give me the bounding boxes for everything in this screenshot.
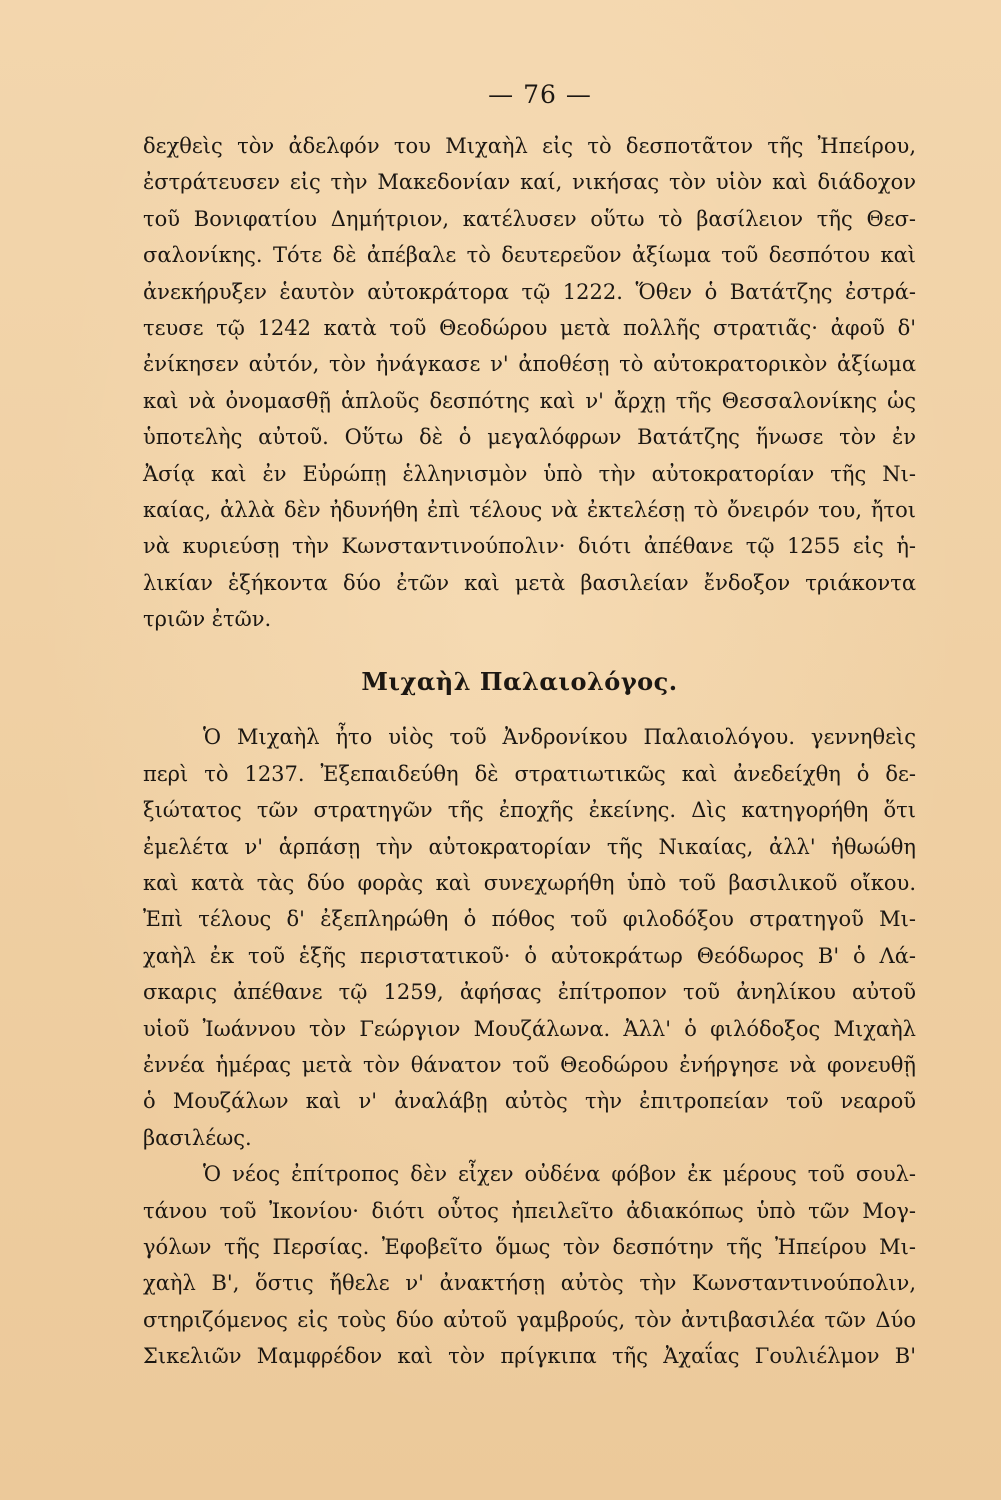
text-line: χαὴλ ἐκ τοῦ ἑξῆς περιστατικοῦ· ὁ αὐτοκράτωρ Θεόδωρος Β' ὁ Λά- [143, 943, 916, 968]
text-line: βασιλέως. [143, 1125, 252, 1150]
text-line: ἐμελέτα ν' ἁρπάσῃ τὴν αὐτοκρατορίαν τῆς Νικαίας, ἀλλ' ἠθωώθη [143, 834, 916, 859]
text-line: στηριζόμενος εἰς τοὺς δύο αὐτοῦ γαμβρούς, τὸν ἀντιβασιλέα τῶν Δύο [143, 1307, 916, 1332]
text-line: Ἀσίᾳ καὶ ἐν Εὐρώπῃ ἑλληνισμὸν ὑπὸ τὴν αὐτοκρατορίαν τῆς Νι- [143, 461, 916, 486]
section-heading: Μιχαὴλ Παλαιολόγος. [361, 667, 678, 697]
text-line: σκαρις ἀπέθανε τῷ 1259, ἀφήσας ἐπίτροπον τοῦ ἀνηλίκου αὐτοῦ [143, 980, 916, 1005]
text-line: καίας, ἀλλὰ δὲν ἠδυνήθη ἐπὶ τέλους νὰ ἐκτελέσῃ τὸ ὄνειρόν του, ἤτοι [143, 497, 916, 522]
text-line: Ὁ νέος ἐπίτροπος δὲν εἶχεν οὐδένα φόβον ἐκ μέρους τοῦ σουλ- [203, 1162, 916, 1187]
text-line: ἐστράτευσεν εἰς τὴν Μακεδονίαν καί, νικήσας τὸν υἱὸν καὶ διάδοχον [143, 170, 916, 195]
text-line: ἐνίκησεν αὐτόν, τὸν ἠνάγκασε ν' ἀποθέσῃ τὸ αὐτοκρατορικὸν ἀξίωμα [143, 352, 916, 377]
text-line: υἱοῦ Ἰωάννου τὸν Γεώργιον Μουζάλωνα. Ἀλλ' ὁ φιλόδοξος Μιχαὴλ [143, 1016, 916, 1041]
page-number: — 76 — [488, 80, 592, 109]
text-line: ὑποτελὴς αὐτοῦ. Οὕτω δὲ ὁ μεγαλόφρων Βατάτζης ἥνωσε τὸν ἐν [143, 425, 916, 450]
text-line: τοῦ Βονιφατίου Δημήτριον, κατέλυσεν οὕτω τὸ βασίλειον τῆς Θεσ- [143, 206, 916, 231]
text-line: ξιώτατος τῶν στρατηγῶν τῆς ἐποχῆς ἐκείνης. Δὶς κατηγορήθη ὅτι [143, 798, 916, 823]
text-line: ὁ Μουζάλων καὶ ν' ἀναλάβῃ αὐτὸς τὴν ἐπιτροπείαν τοῦ νεαροῦ [143, 1089, 916, 1114]
text-line: νὰ κυριεύσῃ τὴν Κωνσταντινούπολιν· διότι ἀπέθανε τῷ 1255 εἰς ἡ- [143, 534, 916, 559]
text-line: τάνου τοῦ Ἰκονίου· διότι οὗτος ἠπειλεῖτο ἀδιακόπως ὑπὸ τῶν Μογ- [143, 1198, 916, 1223]
text-line: λικίαν ἑξήκοντα δύο ἐτῶν καὶ μετὰ βασιλείαν ἔνδοξον τριάκοντα [143, 570, 916, 595]
text-line: καὶ νὰ ὀνομασθῇ ἁπλοῦς δεσπότης καὶ ν' ἄρχῃ τῆς Θεσσαλονίκης ὡς [143, 388, 916, 413]
body-text [143, 128, 916, 1375]
paragraph-michael-origins [143, 719, 916, 1156]
text-line: χαὴλ Β', ὅστις ἤθελε ν' ἀνακτήσῃ αὐτὸς τὴν Κωνσταντινούπολιν, [143, 1271, 916, 1296]
text-line: καὶ κατὰ τὰς δύο φορὰς καὶ συνεχωρήθη ὑπὸ τοῦ βασιλικοῦ οἴκου. [143, 871, 916, 896]
text-line: δεχθεὶς τὸν ἀδελφόν του Μιχαὴλ εἰς τὸ δεσποτᾶτον τῆς Ἠπείρου, [143, 134, 916, 158]
paragraph-regent [143, 1156, 916, 1374]
text-line: περὶ τὸ 1237. Ἐξεπαιδεύθη δὲ στρατιωτικῶς καὶ ἀνεδείχθη ὁ δε- [143, 761, 916, 786]
text-line: γόλων τῆς Περσίας. Ἐφοβεῖτο ὅμως τὸν δεσπότην τῆς Ἠπείρου Μι- [143, 1234, 916, 1259]
text-line: ἀνεκήρυξεν ἑαυτὸν αὐτοκράτορα τῷ 1222. Ὅθεν ὁ Βατάτζης ἐστρά- [143, 279, 916, 304]
text-line: τευσε τῷ 1242 κατὰ τοῦ Θεοδώρου μετὰ πολλῆς στρατιᾶς· ἀφοῦ δ' [143, 315, 916, 340]
text-line: τριῶν ἐτῶν. [143, 607, 272, 632]
text-line: Σικελιῶν Μαμφρέδον καὶ τὸν πρίγκιπα τῆς Ἀχαΐας Γουλιέλμον Β' [143, 1344, 916, 1369]
text-line: ἐννέα ἡμέρας μετὰ τὸν θάνατον τοῦ Θεοδώρου ἐνήργησε νὰ φονευθῇ [143, 1052, 916, 1077]
paragraph-vatatzes [143, 128, 916, 637]
text-line: σαλονίκης. Τότε δὲ ἀπέβαλε τὸ δευτερεῦον ἀξίωμα τοῦ δεσπότου καὶ [143, 243, 916, 268]
text-line: Ὁ Μιχαὴλ ἦτο υἱὸς τοῦ Ἀνδρονίκου Παλαιολόγου. γεννηθεὶς [203, 725, 916, 750]
text-line: Ἐπὶ τέλους δ' ἐξεπληρώθη ὁ πόθος τοῦ φιλοδόξου στρατηγοῦ Μι- [143, 907, 916, 932]
